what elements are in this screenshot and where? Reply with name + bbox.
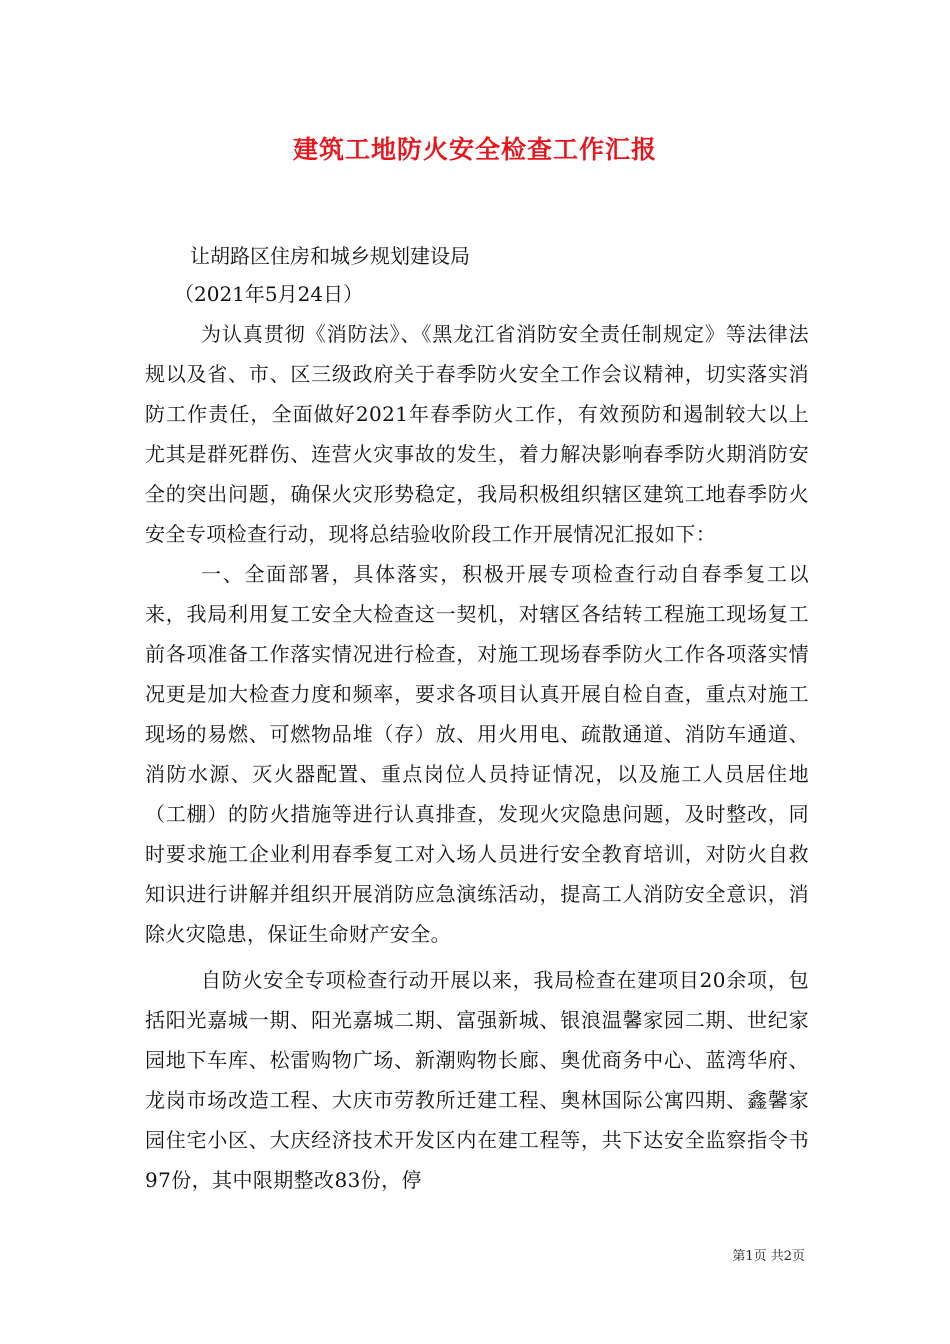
page-number: 第1页 共2页 [732, 1249, 805, 1264]
paragraph-section-1: 一、全面部署，具体落实，积极开展专项检查行动自春季复工以来，我局利用复工安全大检查这一契机，对辖区各结转工程施工现场复工前各项准备工作落实情况进行检查，对施工现场春季防火工作各项落实情况更是加大检查力度和频率，要求各项目认真开展自检自查，重点对施工现场的易燃、可燃物品堆（存）放、用火用电、疏散通道、消防车通道、消防水源、灭火器配置、重点岗位人员持证情况，以及施工人员居住地（工棚）的防火措施等进行认真排查，发现火灾隐患问题，及时整改，同时要求施工企业利用春季复工对入场人员进行安全教育培训，对防火自救知识进行讲解并组织开展消防应急演练活动，提高工人消防安全意识，消除火灾隐患，保证生命财产安全。 [145, 562, 809, 946]
paragraph-inspection-results: 自防火安全专项检查行动开展以来，我局检查在建项目20余项，包括阳光嘉城一期、阳光嘉城二期、富强新城、银浪温馨家园二期、世纪家园地下车库、松雷购物广场、新潮购物长廊、奥优商务中心、蓝湾华府、龙岗市场改造工程、大庆市劳教所迁建工程、奥林国际公寓四期、鑫馨家园住宅小区、大庆经济技术开发区内在建工程等，共下达安全监察指令书97份，其中限期整改83份，停 [145, 968, 809, 1192]
document-body [145, 314, 809, 1200]
issuing-organization: 让胡路区住房和城乡规划建设局 [190, 244, 470, 268]
document-date: （2021年5月24日） [174, 282, 364, 306]
document-title: 建筑工地防火安全检查工作汇报 [292, 135, 657, 164]
paragraph-intro: 为认真贯彻《消防法》、《黑龙江省消防安全责任制规定》等法律法规以及省、市、区三级政府关于春季防火安全工作会议精神，切实落实消防工作责任，全面做好2021年春季防火工作，有效预防和遏制较大以上尤其是群死群伤、连营火灾事故的发生，着力解决影响春季防火期消防安全的突出问题，确保火灾形势稳定，我局积极组织辖区建筑工地春季防火安全专项检查行动，现将总结验收阶段工作开展情况汇报如下： [145, 322, 809, 546]
